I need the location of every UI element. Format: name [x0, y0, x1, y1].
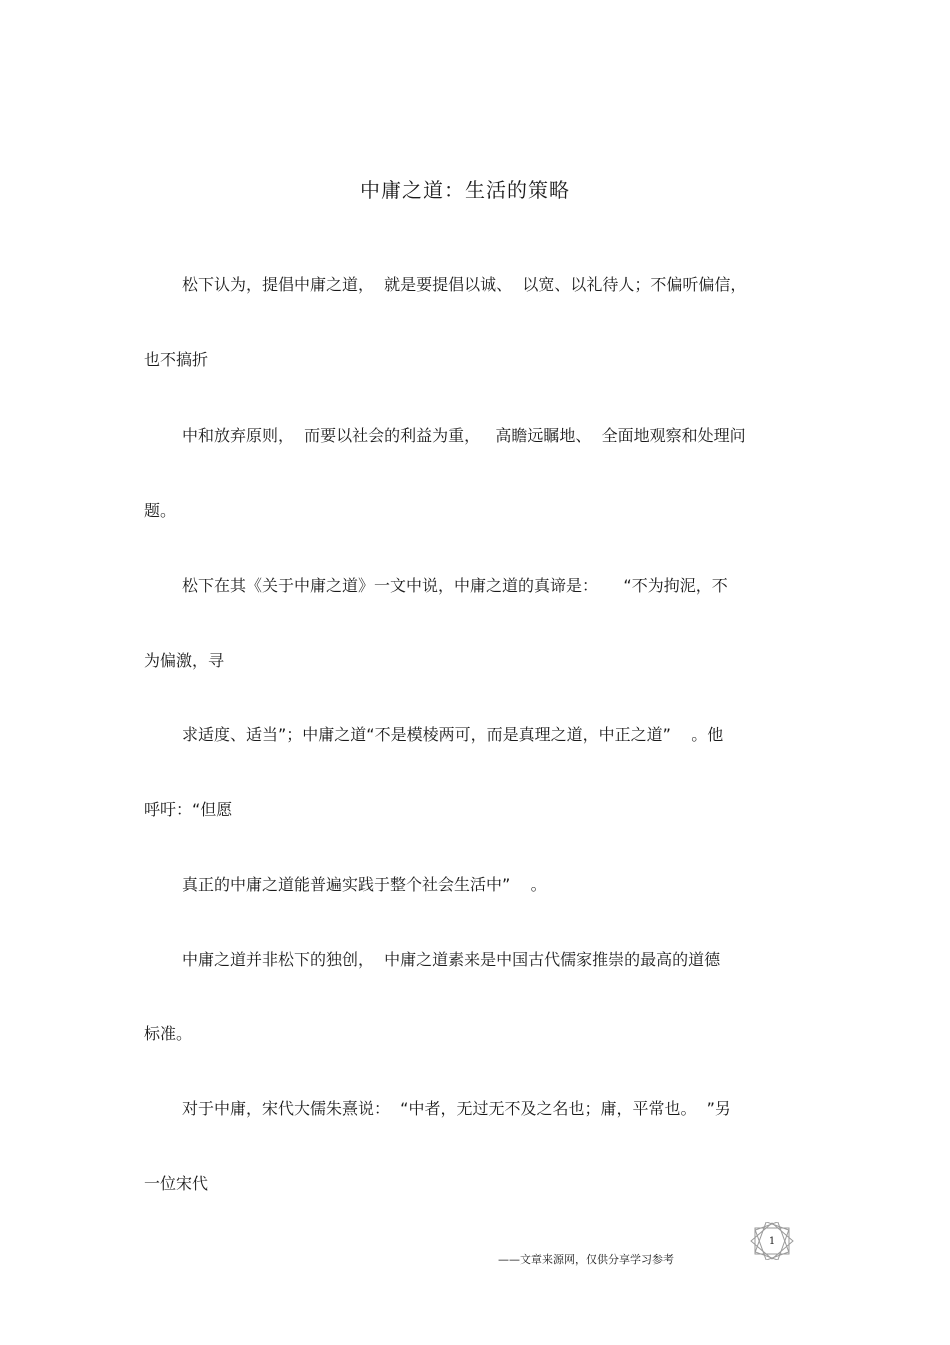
paragraph-line: 真正的中庸之道能普遍实践于整个社会生活中” 。 [182, 875, 547, 894]
paragraph-line: 中庸之道并非松下的独创， 中庸之道素来是中国古代儒家推崇的最高的道德 [182, 950, 721, 969]
paragraph-line: 求适度、适当”；中庸之道“不是模棱两可，而是真理之道，中正之道” 。他 [182, 725, 724, 744]
paragraph-line: 对于中庸，宋代大儒朱熹说： “中者，无过无不及之名也；庸，平常也。 ”另 [182, 1099, 731, 1118]
paragraph-line: 为偏激，寻 [144, 651, 225, 670]
paragraph-line: 标准。 [144, 1024, 193, 1043]
page-number: 1 [768, 1236, 776, 1247]
paragraph-line: 也不搞折 [144, 350, 209, 369]
paragraph-line: 松下认为，提倡中庸之道， 就是要提倡以诚、 以宽、以礼待人；不偏听偏信， [182, 275, 747, 294]
paragraph-line: 一位宋代 [144, 1174, 209, 1193]
page-title: 中庸之道：生活的策略 [360, 178, 570, 202]
paragraph-line: 松下在其《关于中庸之道》一文中说，中庸之道的真谛是： “不为拘泥，不 [182, 576, 728, 595]
paragraph-line: 题。 [144, 501, 177, 520]
paragraph-line: 中和放弃原则， 而要以社会的利益为重， 高瞻远瞩地、 全面地观察和处理问 [182, 426, 746, 445]
footer-source-text: ——文章来源网，仅供分享学习参考 [498, 1253, 674, 1266]
paragraph-line: 呼吁：“但愿 [144, 800, 233, 819]
